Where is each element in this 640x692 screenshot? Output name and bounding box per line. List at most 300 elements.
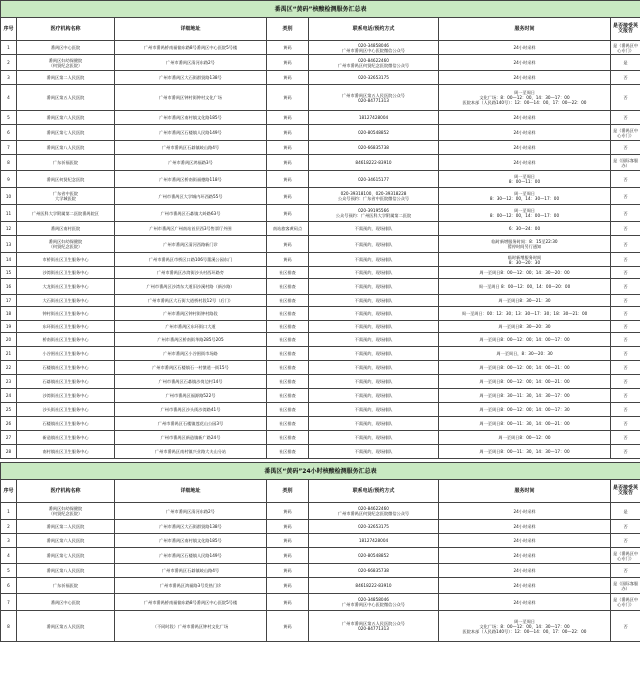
cell-category: 社区排查: [267, 347, 309, 361]
header-english-report: 是否接受英文报告: [611, 480, 640, 503]
cell-phone-booking: 不需预约，现场排队: [309, 267, 439, 279]
cell-row-number: 4: [1, 548, 17, 564]
cell-row-number: 17: [1, 295, 17, 307]
cell-row-number: 1: [1, 503, 17, 520]
table-2-title: 番禺区“黄码”24小时核酸检测服务汇总表: [1, 463, 640, 480]
cell-english-report: 否: [611, 85, 640, 111]
cell-address: 广州市番禺区福源路522号: [115, 389, 267, 403]
cell-row-number: 1: [1, 41, 17, 55]
cell-facility-name: 番禺区第五人民医院: [17, 611, 115, 642]
cell-service-hours: 24小时采样: [439, 564, 611, 578]
cell-row-number: 28: [1, 445, 17, 459]
cell-service-hours: 周一至周日8：30—21：30: [439, 295, 611, 307]
cell-row-number: 20: [1, 333, 17, 347]
cell-facility-name: 番禺区第八人民医院: [17, 564, 115, 578]
table-row: [1, 307, 640, 321]
cell-facility-name: 番禺区妇幼保健院 （何贤纪念医院）: [17, 55, 115, 71]
cell-category: 社区排查: [267, 445, 309, 459]
cell-address: 广州市番禺区大石街群贤路138号: [115, 71, 267, 85]
cell-phone-booking: 020-66835738: [309, 564, 439, 578]
table-row: [1, 55, 640, 71]
cell-phone-booking: 不需预约，现场排队: [309, 403, 439, 417]
cell-facility-name: 广东祈福医院: [17, 155, 115, 171]
cell-category: 黄码: [267, 534, 309, 548]
cell-facility-name: 番禺区第六人民医院: [17, 534, 115, 548]
cell-facility-name: 番禺区第七人民医院: [17, 548, 115, 564]
cell-category: 黄码: [267, 141, 309, 155]
cell-service-hours: 周一至周日8：00—12：00；14：00—17：00: [439, 333, 611, 347]
table-row: [1, 236, 640, 253]
cell-row-number: 6: [1, 578, 17, 594]
table-row: [1, 253, 640, 267]
cell-phone-booking: 020-84622460 广州市番禺区何贤纪念医院微信公众号: [309, 503, 439, 520]
cell-service-hours: 周一至周日 8：00—11：00: [439, 171, 611, 188]
cell-row-number: 25: [1, 403, 17, 417]
cell-row-number: 11: [1, 205, 17, 222]
table-row: [1, 111, 640, 125]
cell-address: 广州市番禺区南村镇文化路185号: [115, 111, 267, 125]
cell-english-report: 否: [611, 445, 640, 459]
cell-address: 广州市番禺区鸿福路3号: [115, 155, 267, 171]
table-row: [1, 155, 640, 171]
cell-english-report: 否: [611, 333, 640, 347]
cell-phone-booking: 不需预约，现场排队: [309, 375, 439, 389]
cell-address: 广州市番禺区南村镇兴业路大夫山分站: [115, 445, 267, 459]
table-row: [1, 564, 640, 578]
table-row: [1, 333, 640, 347]
cell-category: 南站旅客黄码点: [267, 222, 309, 236]
cell-service-hours: 6：30—24：00: [439, 222, 611, 236]
cell-service-hours: 临时新增服务时间 8：30—20：30: [439, 253, 611, 267]
cell-row-number: 8: [1, 155, 17, 171]
cell-category: 黄码: [267, 520, 309, 534]
cell-facility-name: 番禺区妇幼保健院 （何贤纪念医院）: [17, 236, 115, 253]
cell-facility-name: 番禺区中心医院: [17, 594, 115, 611]
cell-english-report: 否: [611, 111, 640, 125]
cell-address: 广州市番禺区清河东路2号: [115, 503, 267, 520]
cell-service-hours: 周一至周日8：00—11：30，14：00—21：00: [439, 417, 611, 431]
header-category: 类别: [267, 18, 309, 41]
table-row: [1, 611, 640, 642]
cell-row-number: 16: [1, 279, 17, 295]
cell-english-report: 是（番禺区中心专门）: [611, 125, 640, 141]
cell-facility-name: 广东省中医院 大学城医院: [17, 188, 115, 205]
cell-facility-name: 石碁镇社区卫生服务中心: [17, 375, 115, 389]
cell-phone-booking: 18127428004: [309, 111, 439, 125]
cell-english-report: 否: [611, 267, 640, 279]
cell-address: 广州市番禺区钟村街钟村路段: [115, 307, 267, 321]
cell-phone-booking: 020-39318100、020-39318228 公众号预约：广东省中医院微信公众号: [309, 188, 439, 205]
cell-category: 黄码: [267, 253, 309, 267]
cell-english-report: 否: [611, 564, 640, 578]
cell-category: 黄码: [267, 188, 309, 205]
cell-address: 广州市番禺区广州南站首层西3号售票厅外围: [115, 222, 267, 236]
cell-service-hours: 周一至周日 8：00—12：00，14：00—17：00: [439, 205, 611, 222]
cell-service-hours: 24小时采样: [439, 141, 611, 155]
table-row: [1, 279, 640, 295]
cell-row-number: 5: [1, 564, 17, 578]
cell-facility-name: 钟村街社区卫生服务中心: [17, 307, 115, 321]
cell-category: 社区排查: [267, 375, 309, 389]
cell-row-number: 24: [1, 389, 17, 403]
cell-service-hours: 24小时采样: [439, 125, 611, 141]
cell-english-report: 否: [611, 321, 640, 333]
cell-service-hours: 24小时采样: [439, 548, 611, 564]
cell-category: 黄码: [267, 125, 309, 141]
cell-category: 黄码: [267, 41, 309, 55]
cell-address: 广州市番禺区钟村街钟村文化广场: [115, 85, 267, 111]
cell-english-report: 否: [611, 253, 640, 267]
cell-facility-name: 番禺区第二人民医院: [17, 520, 115, 534]
cell-phone-booking: 不需预约，现场排队: [309, 222, 439, 236]
header-row-number: 序号: [1, 18, 17, 41]
cell-row-number: 12: [1, 222, 17, 236]
table-row: [1, 347, 640, 361]
cell-service-hours: 周一至周日8：30—11：30，14：30—17：00: [439, 389, 611, 403]
cell-service-hours: 24小时采样: [439, 503, 611, 520]
cell-phone-booking: 不需预约，现场排队: [309, 333, 439, 347]
table-row: [1, 417, 640, 431]
cell-english-report: 否: [611, 417, 640, 431]
cell-address: （不同时段）广州市番禺区钟村文化广场: [115, 611, 267, 642]
table-row: [1, 85, 640, 111]
cell-address: 广州市番禺区石碁镇岐山路4号: [115, 141, 267, 155]
cell-row-number: 2: [1, 520, 17, 534]
table-row: [1, 171, 640, 188]
cell-facility-name: 小谷围社区卫生服务中心: [17, 347, 115, 361]
cell-address: 广州市番禺区小谷围街市场路: [115, 347, 267, 361]
cell-english-report: 否: [611, 375, 640, 389]
cell-address: 广州市番禺区沙湾东大道旧沙溪村路（新沙路）: [115, 279, 267, 295]
cell-row-number: 9: [1, 171, 17, 188]
cell-row-number: 6: [1, 125, 17, 141]
table-row: [1, 431, 640, 445]
cell-address: 广州市番禺区大学城内环西路55号: [115, 188, 267, 205]
cell-facility-name: 东环街社区卫生服务中心: [17, 321, 115, 333]
cell-service-hours: 周一至周日 文化广场：8：00—12：00，14：30—17：00 医院本部（人民路140号）：12：00—14：00，17：00—22：00: [439, 611, 611, 642]
cell-service-hours: 24小时采样: [439, 111, 611, 125]
cell-english-report: 否: [611, 611, 640, 642]
cell-phone-booking: 不需预约，现场排队: [309, 279, 439, 295]
cell-phone-booking: 020-39195566 公众号预约：广州医科大学附属第二医院: [309, 205, 439, 222]
cell-service-hours: 周一至周日8：00—12：00；14：00—17：30: [439, 403, 611, 417]
cell-row-number: 2: [1, 55, 17, 71]
cell-row-number: 13: [1, 236, 17, 253]
cell-service-hours: 24小时采样: [439, 594, 611, 611]
cell-english-report: 是（国际客服办）: [611, 155, 640, 171]
header-address: 详细地址: [115, 18, 267, 41]
table-row: [1, 594, 640, 611]
cell-service-hours: 周一至周日 8：00—12：00，14：00—20：00: [439, 279, 611, 295]
cell-facility-name: 市桥街社区卫生服务中心: [17, 253, 115, 267]
cell-phone-booking: 广州市番禺区第五人民医院公众号 020-84771313: [309, 85, 439, 111]
header-facility-name: 医疗机构名称: [17, 18, 115, 41]
cell-row-number: 18: [1, 307, 17, 321]
cell-service-hours: 周一至周日8：00—12：00: [439, 431, 611, 445]
cell-row-number: 3: [1, 71, 17, 85]
cell-english-report: 否: [611, 205, 640, 222]
table-row: [1, 267, 640, 279]
cell-row-number: 15: [1, 267, 17, 279]
cell-address: 广州市番禺区清河东路2号: [115, 55, 267, 71]
cell-english-report: 否: [611, 431, 640, 445]
table-1-title: 番禺区“黄码”核酸检测服务汇总表: [1, 1, 640, 18]
cell-facility-name: 新造镇社区卫生服务中心: [17, 431, 115, 445]
cell-service-hours: 周一至周日8：00—12：00；14：00—21：00: [439, 375, 611, 389]
cell-facility-name: 沙湾街社区卫生服务中心: [17, 389, 115, 403]
cell-address: 广州市番禺桥南福愉东路8号番禺区中心医院5号楼: [115, 594, 267, 611]
cell-phone-booking: 不需预约，现场排队: [309, 417, 439, 431]
cell-phone-booking: 广州市番禺区第五人民医院公众号 020-84771313: [309, 611, 439, 642]
cell-category: 黄码: [267, 578, 309, 594]
cell-address: 广州市番禺区鸿福路3号发热门诊: [115, 578, 267, 594]
cell-english-report: 否: [611, 279, 640, 295]
cell-english-report: 是（番禺区中心专门）: [611, 548, 640, 564]
cell-english-report: 否: [611, 141, 640, 155]
cell-phone-booking: 不需预约，现场排队: [309, 236, 439, 253]
cell-address: 广州市番禺区沙湾街沙头村西环路旁: [115, 267, 267, 279]
cell-address: 广州市番禺区石碁镇岐山路4号: [115, 564, 267, 578]
cell-phone-booking: 020-84622460 广州市番禺区何贤纪念医院微信公众号: [309, 55, 439, 71]
cell-service-hours: 24小时采样: [439, 55, 611, 71]
cell-category: 社区排查: [267, 279, 309, 295]
cell-service-hours: 周一至周日 文化广场：8：00—12：00，14：30—17：00 医院本部（人民路140号）：12：00—14：00，17：00—22：00: [439, 85, 611, 111]
header-category: 类别: [267, 480, 309, 503]
cell-facility-name: 大龙街社区卫生服务中心: [17, 279, 115, 295]
cell-phone-booking: 020-34858046 广州市番禺区中心医院微信公众号: [309, 41, 439, 55]
table-row: [1, 548, 640, 564]
cell-phone-booking: 020-66835738: [309, 141, 439, 155]
cell-category: 黄码: [267, 548, 309, 564]
cell-english-report: 否: [611, 347, 640, 361]
cell-english-report: 是（番禺区中心专门）: [611, 41, 640, 55]
cell-phone-booking: 020-80548852: [309, 548, 439, 564]
cell-service-hours: 24小时采样: [439, 41, 611, 55]
testing-table-2: [0, 462, 640, 642]
cell-service-hours: 周一至周日，8：30—20：30: [439, 347, 611, 361]
header-english-report: 是否接受英文报告: [611, 18, 640, 41]
cell-english-report: 否: [611, 389, 640, 403]
table-row: [1, 295, 640, 307]
cell-english-report: 否: [611, 534, 640, 548]
cell-category: 社区排查: [267, 389, 309, 403]
table-row: [1, 445, 640, 459]
table-row: [1, 503, 640, 520]
cell-facility-name: 广州医科大学附属第二医院番禺院区: [17, 205, 115, 222]
cell-category: 社区排查: [267, 403, 309, 417]
table-row: [1, 71, 640, 85]
cell-category: 黄码: [267, 611, 309, 642]
cell-service-hours: 24小时采样: [439, 578, 611, 594]
cell-english-report: 是: [611, 55, 640, 71]
cell-address: 广州市番禺区桥南街福德路118号: [115, 171, 267, 188]
cell-category: 黄码: [267, 236, 309, 253]
cell-english-report: 否: [611, 222, 640, 236]
cell-address: 广州市番禺区石楼镇人民路149号: [115, 125, 267, 141]
header-service-hours: 服务时间: [439, 480, 611, 503]
cell-phone-booking: 不需预约，现场排队: [309, 347, 439, 361]
cell-service-hours: 24小时采样: [439, 534, 611, 548]
cell-facility-name: 石楼镇社区卫生服务中心: [17, 361, 115, 375]
cell-category: 黄码: [267, 171, 309, 188]
cell-service-hours: 24小时采样: [439, 71, 611, 85]
table-row: [1, 321, 640, 333]
cell-category: 黄码: [267, 564, 309, 578]
cell-category: 黄码: [267, 503, 309, 520]
cell-category: 社区排查: [267, 333, 309, 347]
cell-row-number: 3: [1, 534, 17, 548]
cell-category: 黄码: [267, 55, 309, 71]
cell-facility-name: 番禺区第七人民医院: [17, 125, 115, 141]
cell-facility-name: 番禺区第六人民医院: [17, 111, 115, 125]
cell-facility-name: 番禺区第二人民医院: [17, 71, 115, 85]
cell-row-number: 7: [1, 141, 17, 155]
cell-facility-name: 沙湾街社区卫生服务中心: [17, 267, 115, 279]
cell-service-hours: 周一至周日：00：12：30；13：30—17：30；18：30—21：00: [439, 307, 611, 321]
cell-address: 广州市番禺区东环街口大道: [115, 321, 267, 333]
cell-category: 社区排查: [267, 321, 309, 333]
cell-phone-booking: 84618222-83910: [309, 155, 439, 171]
table-row: [1, 222, 640, 236]
cell-category: 社区排查: [267, 267, 309, 279]
cell-phone-booking: 不需预约，现场排队: [309, 321, 439, 333]
table-row: [1, 361, 640, 375]
table-row: [1, 578, 640, 594]
cell-facility-name: 南村镇社区卫生服务中心: [17, 445, 115, 459]
cell-english-report: 否: [611, 307, 640, 321]
cell-category: 黄码: [267, 71, 309, 85]
cell-service-hours: 周一至周日8：00—11：30，14：30—17：00: [439, 445, 611, 459]
cell-address: 广州市番禺区石楼镇人民路149号: [115, 548, 267, 564]
cell-address: 广州市番禺区石碁镇沙岗边村14号: [115, 375, 267, 389]
cell-category: 社区排查: [267, 295, 309, 307]
cell-category: 黄码: [267, 155, 309, 171]
cell-phone-booking: 不需预约，现场排队: [309, 431, 439, 445]
header-phone-booking: 联系电话/预约方式: [309, 480, 439, 503]
table-row: [1, 188, 640, 205]
cell-category: 黄码: [267, 205, 309, 222]
cell-phone-booking: 18127428004: [309, 534, 439, 548]
cell-facility-name: 番禺区南村医院: [17, 222, 115, 236]
cell-row-number: 7: [1, 594, 17, 611]
cell-address: 广州市番禺区新造镇新广路24号: [115, 431, 267, 445]
cell-phone-booking: 不需预约，现场排队: [309, 361, 439, 375]
cell-address: 广州市番禺区沙头街沙湾路41号: [115, 403, 267, 417]
cell-phone-booking: 020-80548852: [309, 125, 439, 141]
cell-phone-booking: 不需预约，现场排队: [309, 253, 439, 267]
cell-row-number: 21: [1, 347, 17, 361]
cell-row-number: 26: [1, 417, 17, 431]
header-service-hours: 服务时间: [439, 18, 611, 41]
cell-phone-booking: 不需预约，现场排队: [309, 307, 439, 321]
cell-english-report: 否: [611, 295, 640, 307]
cell-category: 黄码: [267, 594, 309, 611]
cell-phone-booking: 020-32653175: [309, 71, 439, 85]
cell-service-hours: 周一至周日8：30—20：30: [439, 321, 611, 333]
cell-english-report: 否: [611, 171, 640, 188]
cell-english-report: 是（番禺区中心专门）: [611, 594, 640, 611]
cell-phone-booking: 020-32653175: [309, 520, 439, 534]
cell-facility-name: 桥南街社区卫生服务中心: [17, 333, 115, 347]
cell-phone-booking: 不需预约，现场排队: [309, 295, 439, 307]
cell-phone-booking: 不需预约，现场排队: [309, 389, 439, 403]
cell-row-number: 22: [1, 361, 17, 375]
cell-facility-name: 番禺区何贤纪念医院: [17, 171, 115, 188]
cell-english-report: 否: [611, 361, 640, 375]
cell-english-report: 是: [611, 503, 640, 520]
cell-service-hours: 24小时采样: [439, 155, 611, 171]
cell-facility-name: 广东祈福医院: [17, 578, 115, 594]
cell-phone-booking: 020-34615177: [309, 171, 439, 188]
cell-row-number: 10: [1, 188, 17, 205]
table-row: [1, 403, 640, 417]
cell-service-hours: 周一至周日8：00—12：00；14：30—20：00: [439, 267, 611, 279]
cell-row-number: 5: [1, 111, 17, 125]
cell-address: 广州市番禺区市桥区口路106号董溪公园东门: [115, 253, 267, 267]
cell-row-number: 4: [1, 85, 17, 111]
cell-facility-name: 沙头街社区卫生服务中心: [17, 403, 115, 417]
cell-category: 社区排查: [267, 431, 309, 445]
cell-address: 广州市番禺区清河西路新门诊: [115, 236, 267, 253]
cell-facility-name: 番禺区第五人民医院: [17, 85, 115, 111]
cell-address: 广州市番禺区石碁镇大岭路63号: [115, 205, 267, 222]
cell-address: 广州市番禺区大石街群贤路138号: [115, 520, 267, 534]
cell-service-hours: 周一至周日 8：30—12：00，14：30—17：00: [439, 188, 611, 205]
cell-service-hours: 周一至周日8：00—12：00；14：00—21：00: [439, 361, 611, 375]
cell-row-number: 27: [1, 431, 17, 445]
cell-facility-name: 番禺区中心医院: [17, 41, 115, 55]
header-address: 详细地址: [115, 480, 267, 503]
cell-category: 社区排查: [267, 307, 309, 321]
cell-english-report: 否: [611, 71, 640, 85]
header-phone-booking: 联系电话/预约方式: [309, 18, 439, 41]
cell-phone-booking: 84618222-83910: [309, 578, 439, 594]
header-row-number: 序号: [1, 480, 17, 503]
cell-address: 广州市番禺区石楼镇石一村惯道一街15号: [115, 361, 267, 375]
cell-english-report: 否: [611, 520, 640, 534]
cell-english-report: 是（国际客服办）: [611, 578, 640, 594]
table-row: [1, 375, 640, 389]
cell-row-number: 23: [1, 375, 17, 389]
cell-row-number: 14: [1, 253, 17, 267]
cell-facility-name: 石楼镇社区卫生服务中心: [17, 417, 115, 431]
cell-english-report: 否: [611, 236, 640, 253]
cell-category: 黄码: [267, 111, 309, 125]
cell-english-report: 否: [611, 403, 640, 417]
table-row: [1, 520, 640, 534]
table-row: [1, 125, 640, 141]
cell-service-hours: 临时新增服务时间：8：15至22:30 暂停时间另行通知: [439, 236, 611, 253]
cell-address: 广州市番禺区桥南街华路285号205: [115, 333, 267, 347]
table-row: [1, 205, 640, 222]
cell-phone-booking: 020-34858046 广州市番禺区中心医院微信公众号: [309, 594, 439, 611]
cell-facility-name: 大石街社区卫生服务中心: [17, 295, 115, 307]
cell-address: 广州市番禺区石楼镇莲花山公园3号: [115, 417, 267, 431]
cell-facility-name: 番禺区妇幼保健院 （何贤纪念医院）: [17, 503, 115, 520]
cell-service-hours: 24小时采样: [439, 520, 611, 534]
cell-category: 社区排查: [267, 361, 309, 375]
table-row: [1, 141, 640, 155]
table-row: [1, 41, 640, 55]
cell-row-number: 19: [1, 321, 17, 333]
cell-english-report: 否: [611, 188, 640, 205]
cell-phone-booking: 不需预约，现场排队: [309, 445, 439, 459]
cell-address: 广州市番禺区大石街大道桥村段12号（后门）: [115, 295, 267, 307]
cell-category: 社区排查: [267, 417, 309, 431]
header-facility-name: 医疗机构名称: [17, 480, 115, 503]
table-row: [1, 389, 640, 403]
cell-address: 广州市番禺区南村镇文化路185号: [115, 534, 267, 548]
